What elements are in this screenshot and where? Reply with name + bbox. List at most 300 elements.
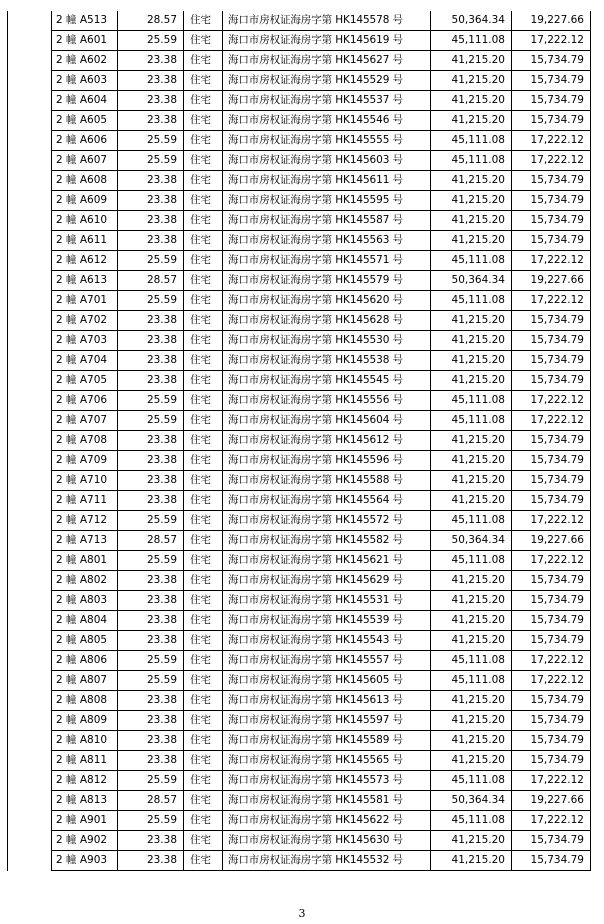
amount-cell: 45,111.08 <box>431 31 512 51</box>
amount-cell: 41,215.20 <box>431 371 512 391</box>
area-cell: 25.59 <box>118 811 184 831</box>
area-cell: 28.57 <box>118 791 184 811</box>
table-row <box>8 531 591 551</box>
table-row <box>8 131 591 151</box>
left-margin-cell <box>8 851 52 871</box>
area-cell: 23.38 <box>118 451 184 471</box>
area-cell: 23.38 <box>118 71 184 91</box>
table-row <box>8 171 591 191</box>
table-row <box>8 671 591 691</box>
unit-number-cell: 2 幢 A607 <box>52 151 118 171</box>
unit-number-cell: 2 幢 A610 <box>52 211 118 231</box>
unit-number-cell: 2 幢 A606 <box>52 131 118 151</box>
value-cell: 15,734.79 <box>512 711 591 731</box>
table-row <box>8 91 591 111</box>
certificate-number-cell: 海口市房权证海房字第 HK145573 号 <box>223 771 431 791</box>
unit-number-cell: 2 幢 A805 <box>52 631 118 651</box>
value-cell: 15,734.79 <box>512 751 591 771</box>
area-cell: 23.38 <box>118 231 184 251</box>
table-row <box>8 711 591 731</box>
value-cell: 15,734.79 <box>512 831 591 851</box>
value-cell: 19,227.66 <box>512 531 591 551</box>
table-row <box>8 631 591 651</box>
table-row <box>8 831 591 851</box>
amount-cell: 41,215.20 <box>431 751 512 771</box>
value-cell: 17,222.12 <box>512 291 591 311</box>
left-margin-cell <box>8 111 52 131</box>
usage-cell: 住宅 <box>184 451 223 471</box>
usage-cell: 住宅 <box>184 251 223 271</box>
left-margin-cell <box>8 571 52 591</box>
value-cell: 17,222.12 <box>512 771 591 791</box>
amount-cell: 41,215.20 <box>431 491 512 511</box>
table-body <box>8 11 591 871</box>
unit-number-cell: 2 幢 A602 <box>52 51 118 71</box>
left-margin-cell <box>8 391 52 411</box>
value-cell: 17,222.12 <box>512 411 591 431</box>
amount-cell: 45,111.08 <box>431 151 512 171</box>
usage-cell: 住宅 <box>184 611 223 631</box>
certificate-number-cell: 海口市房权证海房字第 HK145611 号 <box>223 171 431 191</box>
left-margin-cell <box>8 431 52 451</box>
area-cell: 25.59 <box>118 511 184 531</box>
left-margin-cell <box>8 211 52 231</box>
area-cell: 23.38 <box>118 111 184 131</box>
left-margin-cell <box>8 91 52 111</box>
table-row <box>8 791 591 811</box>
unit-number-cell: 2 幢 A703 <box>52 331 118 351</box>
area-cell: 28.57 <box>118 11 184 31</box>
value-cell: 17,222.12 <box>512 151 591 171</box>
value-cell: 17,222.12 <box>512 811 591 831</box>
certificate-number-cell: 海口市房权证海房字第 HK145563 号 <box>223 231 431 251</box>
certificate-number-cell: 海口市房权证海房字第 HK145588 号 <box>223 471 431 491</box>
left-margin-cell <box>8 311 52 331</box>
table-row <box>8 691 591 711</box>
amount-cell: 41,215.20 <box>431 351 512 371</box>
page-number: 3 <box>298 907 306 920</box>
usage-cell: 住宅 <box>184 331 223 351</box>
certificate-number-cell: 海口市房权证海房字第 HK145532 号 <box>223 851 431 871</box>
usage-cell: 住宅 <box>184 791 223 811</box>
amount-cell: 41,215.20 <box>431 831 512 851</box>
certificate-number-cell: 海口市房权证海房字第 HK145565 号 <box>223 751 431 771</box>
table-row <box>8 311 591 331</box>
table-row <box>8 431 591 451</box>
unit-number-cell: 2 幢 A812 <box>52 771 118 791</box>
amount-cell: 45,111.08 <box>431 391 512 411</box>
area-cell: 23.38 <box>118 371 184 391</box>
unit-number-cell: 2 幢 A802 <box>52 571 118 591</box>
table-row <box>8 811 591 831</box>
unit-number-cell: 2 幢 A611 <box>52 231 118 251</box>
amount-cell: 41,215.20 <box>431 111 512 131</box>
table-row <box>8 251 591 271</box>
table-row <box>8 731 591 751</box>
property-table <box>7 11 591 871</box>
unit-number-cell: 2 幢 A811 <box>52 751 118 771</box>
left-margin-cell <box>8 271 52 291</box>
value-cell: 15,734.79 <box>512 471 591 491</box>
amount-cell: 41,215.20 <box>431 51 512 71</box>
left-margin-cell <box>8 631 52 651</box>
certificate-number-cell: 海口市房权证海房字第 HK145564 号 <box>223 491 431 511</box>
certificate-number-cell: 海口市房权证海房字第 HK145578 号 <box>223 11 431 31</box>
area-cell: 28.57 <box>118 531 184 551</box>
area-cell: 25.59 <box>118 671 184 691</box>
usage-cell: 住宅 <box>184 411 223 431</box>
unit-number-cell: 2 幢 A613 <box>52 271 118 291</box>
area-cell: 25.59 <box>118 651 184 671</box>
amount-cell: 41,215.20 <box>431 691 512 711</box>
certificate-number-cell: 海口市房权证海房字第 HK145529 号 <box>223 71 431 91</box>
value-cell: 15,734.79 <box>512 491 591 511</box>
usage-cell: 住宅 <box>184 51 223 71</box>
area-cell: 23.38 <box>118 171 184 191</box>
value-cell: 17,222.12 <box>512 251 591 271</box>
unit-number-cell: 2 幢 A710 <box>52 471 118 491</box>
area-cell: 25.59 <box>118 151 184 171</box>
left-margin-cell <box>8 691 52 711</box>
usage-cell: 住宅 <box>184 111 223 131</box>
value-cell: 19,227.66 <box>512 11 591 31</box>
unit-number-cell: 2 幢 A903 <box>52 851 118 871</box>
value-cell: 15,734.79 <box>512 431 591 451</box>
value-cell: 15,734.79 <box>512 611 591 631</box>
usage-cell: 住宅 <box>184 431 223 451</box>
value-cell: 15,734.79 <box>512 591 591 611</box>
usage-cell: 住宅 <box>184 551 223 571</box>
left-margin-cell <box>8 491 52 511</box>
table-row <box>8 351 591 371</box>
usage-cell: 住宅 <box>184 271 223 291</box>
usage-cell: 住宅 <box>184 151 223 171</box>
amount-cell: 41,215.20 <box>431 571 512 591</box>
left-margin-cell <box>8 531 52 551</box>
area-cell: 25.59 <box>118 251 184 271</box>
certificate-number-cell: 海口市房权证海房字第 HK145587 号 <box>223 211 431 231</box>
value-cell: 15,734.79 <box>512 851 591 871</box>
value-cell: 15,734.79 <box>512 71 591 91</box>
table-row <box>8 451 591 471</box>
certificate-number-cell: 海口市房权证海房字第 HK145621 号 <box>223 551 431 571</box>
certificate-number-cell: 海口市房权证海房字第 HK145571 号 <box>223 251 431 271</box>
amount-cell: 45,111.08 <box>431 651 512 671</box>
amount-cell: 41,215.20 <box>431 91 512 111</box>
certificate-number-cell: 海口市房权证海房字第 HK145538 号 <box>223 351 431 371</box>
unit-number-cell: 2 幢 A609 <box>52 191 118 211</box>
certificate-number-cell: 海口市房权证海房字第 HK145546 号 <box>223 111 431 131</box>
usage-cell: 住宅 <box>184 771 223 791</box>
unit-number-cell: 2 幢 A809 <box>52 711 118 731</box>
value-cell: 19,227.66 <box>512 791 591 811</box>
unit-number-cell: 2 幢 A804 <box>52 611 118 631</box>
amount-cell: 41,215.20 <box>431 471 512 491</box>
amount-cell: 41,215.20 <box>431 211 512 231</box>
table-row <box>8 71 591 91</box>
certificate-number-cell: 海口市房权证海房字第 HK145531 号 <box>223 591 431 611</box>
value-cell: 15,734.79 <box>512 351 591 371</box>
table-row <box>8 271 591 291</box>
certificate-number-cell: 海口市房权证海房字第 HK145539 号 <box>223 611 431 631</box>
area-cell: 23.38 <box>118 471 184 491</box>
certificate-number-cell: 海口市房权证海房字第 HK145629 号 <box>223 571 431 591</box>
unit-number-cell: 2 幢 A808 <box>52 691 118 711</box>
amount-cell: 41,215.20 <box>431 611 512 631</box>
usage-cell: 住宅 <box>184 371 223 391</box>
certificate-number-cell: 海口市房权证海房字第 HK145545 号 <box>223 371 431 391</box>
table-row <box>8 391 591 411</box>
left-margin-cell <box>8 771 52 791</box>
area-cell: 25.59 <box>118 291 184 311</box>
left-margin-cell <box>8 171 52 191</box>
left-margin-cell <box>8 651 52 671</box>
left-margin-cell <box>8 191 52 211</box>
value-cell: 15,734.79 <box>512 331 591 351</box>
left-margin-cell <box>8 231 52 251</box>
area-cell: 23.38 <box>118 631 184 651</box>
left-margin-cell <box>8 811 52 831</box>
unit-number-cell: 2 幢 A813 <box>52 791 118 811</box>
amount-cell: 41,215.20 <box>431 591 512 611</box>
usage-cell: 住宅 <box>184 391 223 411</box>
usage-cell: 住宅 <box>184 531 223 551</box>
left-margin-cell <box>8 671 52 691</box>
amount-cell: 41,215.20 <box>431 851 512 871</box>
left-margin-cell <box>8 791 52 811</box>
usage-cell: 住宅 <box>184 851 223 871</box>
unit-number-cell: 2 幢 A707 <box>52 411 118 431</box>
usage-cell: 住宅 <box>184 351 223 371</box>
value-cell: 17,222.12 <box>512 671 591 691</box>
usage-cell: 住宅 <box>184 31 223 51</box>
value-cell: 17,222.12 <box>512 31 591 51</box>
table-row <box>8 191 591 211</box>
value-cell: 15,734.79 <box>512 631 591 651</box>
area-cell: 23.38 <box>118 351 184 371</box>
usage-cell: 住宅 <box>184 171 223 191</box>
value-cell: 15,734.79 <box>512 691 591 711</box>
unit-number-cell: 2 幢 A807 <box>52 671 118 691</box>
area-cell: 23.38 <box>118 191 184 211</box>
amount-cell: 41,215.20 <box>431 631 512 651</box>
amount-cell: 41,215.20 <box>431 231 512 251</box>
left-margin-cell <box>8 831 52 851</box>
unit-number-cell: 2 幢 A513 <box>52 11 118 31</box>
amount-cell: 41,215.20 <box>431 191 512 211</box>
amount-cell: 45,111.08 <box>431 511 512 531</box>
table-row <box>8 231 591 251</box>
certificate-number-cell: 海口市房权证海房字第 HK145543 号 <box>223 631 431 651</box>
area-cell: 25.59 <box>118 31 184 51</box>
usage-cell: 住宅 <box>184 311 223 331</box>
certificate-number-cell: 海口市房权证海房字第 HK145628 号 <box>223 311 431 331</box>
amount-cell: 41,215.20 <box>431 331 512 351</box>
usage-cell: 住宅 <box>184 471 223 491</box>
left-margin-cell <box>8 511 52 531</box>
value-cell: 17,222.12 <box>512 651 591 671</box>
amount-cell: 45,111.08 <box>431 251 512 271</box>
table-row <box>8 851 591 871</box>
certificate-number-cell: 海口市房权证海房字第 HK145597 号 <box>223 711 431 731</box>
unit-number-cell: 2 幢 A806 <box>52 651 118 671</box>
area-cell: 25.59 <box>118 551 184 571</box>
unit-number-cell: 2 幢 A901 <box>52 811 118 831</box>
certificate-number-cell: 海口市房权证海房字第 HK145622 号 <box>223 811 431 831</box>
left-margin-cell <box>8 31 52 51</box>
area-cell: 23.38 <box>118 591 184 611</box>
usage-cell: 住宅 <box>184 571 223 591</box>
table-row <box>8 571 591 591</box>
amount-cell: 45,111.08 <box>431 131 512 151</box>
area-cell: 23.38 <box>118 211 184 231</box>
area-cell: 25.59 <box>118 391 184 411</box>
certificate-number-cell: 海口市房权证海房字第 HK145537 号 <box>223 91 431 111</box>
table-row <box>8 31 591 51</box>
certificate-number-cell: 海口市房权证海房字第 HK145605 号 <box>223 671 431 691</box>
certificate-number-cell: 海口市房权证海房字第 HK145579 号 <box>223 271 431 291</box>
left-margin-cell <box>8 471 52 491</box>
value-cell: 15,734.79 <box>512 731 591 751</box>
left-margin-cell <box>8 131 52 151</box>
left-margin-cell <box>8 591 52 611</box>
area-cell: 23.38 <box>118 831 184 851</box>
area-cell: 23.38 <box>118 711 184 731</box>
unit-number-cell: 2 幢 A713 <box>52 531 118 551</box>
value-cell: 15,734.79 <box>512 51 591 71</box>
left-margin-cell <box>8 251 52 271</box>
unit-number-cell: 2 幢 A705 <box>52 371 118 391</box>
value-cell: 15,734.79 <box>512 211 591 231</box>
table-row <box>8 211 591 231</box>
usage-cell: 住宅 <box>184 131 223 151</box>
usage-cell: 住宅 <box>184 631 223 651</box>
amount-cell: 45,111.08 <box>431 551 512 571</box>
table-row <box>8 471 591 491</box>
usage-cell: 住宅 <box>184 211 223 231</box>
usage-cell: 住宅 <box>184 711 223 731</box>
area-cell: 23.38 <box>118 331 184 351</box>
certificate-number-cell: 海口市房权证海房字第 HK145619 号 <box>223 31 431 51</box>
usage-cell: 住宅 <box>184 751 223 771</box>
table-row <box>8 11 591 31</box>
certificate-number-cell: 海口市房权证海房字第 HK145572 号 <box>223 511 431 531</box>
amount-cell: 50,364.34 <box>431 11 512 31</box>
value-cell: 15,734.79 <box>512 171 591 191</box>
usage-cell: 住宅 <box>184 831 223 851</box>
table-row <box>8 331 591 351</box>
value-cell: 15,734.79 <box>512 111 591 131</box>
amount-cell: 41,215.20 <box>431 171 512 191</box>
left-margin-cell <box>8 371 52 391</box>
unit-number-cell: 2 幢 A701 <box>52 291 118 311</box>
value-cell: 15,734.79 <box>512 311 591 331</box>
table-row <box>8 651 591 671</box>
certificate-number-cell: 海口市房权证海房字第 HK145556 号 <box>223 391 431 411</box>
certificate-number-cell: 海口市房权证海房字第 HK145596 号 <box>223 451 431 471</box>
unit-number-cell: 2 幢 A603 <box>52 71 118 91</box>
certificate-number-cell: 海口市房权证海房字第 HK145595 号 <box>223 191 431 211</box>
area-cell: 23.38 <box>118 51 184 71</box>
certificate-number-cell: 海口市房权证海房字第 HK145530 号 <box>223 331 431 351</box>
left-margin-cell <box>8 291 52 311</box>
area-cell: 23.38 <box>118 851 184 871</box>
left-margin-cell <box>8 71 52 91</box>
unit-number-cell: 2 幢 A810 <box>52 731 118 751</box>
unit-number-cell: 2 幢 A704 <box>52 351 118 371</box>
unit-number-cell: 2 幢 A902 <box>52 831 118 851</box>
area-cell: 23.38 <box>118 571 184 591</box>
certificate-number-cell: 海口市房权证海房字第 HK145613 号 <box>223 691 431 711</box>
certificate-number-cell: 海口市房权证海房字第 HK145589 号 <box>223 731 431 751</box>
value-cell: 15,734.79 <box>512 371 591 391</box>
left-margin-cell <box>8 551 52 571</box>
certificate-number-cell: 海口市房权证海房字第 HK145555 号 <box>223 131 431 151</box>
usage-cell: 住宅 <box>184 231 223 251</box>
amount-cell: 41,215.20 <box>431 451 512 471</box>
certificate-number-cell: 海口市房权证海房字第 HK145604 号 <box>223 411 431 431</box>
left-margin-cell <box>8 151 52 171</box>
table-row <box>8 51 591 71</box>
value-cell: 15,734.79 <box>512 451 591 471</box>
usage-cell: 住宅 <box>184 591 223 611</box>
value-cell: 15,734.79 <box>512 191 591 211</box>
unit-number-cell: 2 幢 A711 <box>52 491 118 511</box>
area-cell: 25.59 <box>118 131 184 151</box>
usage-cell: 住宅 <box>184 671 223 691</box>
amount-cell: 45,111.08 <box>431 291 512 311</box>
amount-cell: 41,215.20 <box>431 731 512 751</box>
usage-cell: 住宅 <box>184 11 223 31</box>
unit-number-cell: 2 幢 A612 <box>52 251 118 271</box>
value-cell: 19,227.66 <box>512 271 591 291</box>
area-cell: 23.38 <box>118 731 184 751</box>
certificate-number-cell: 海口市房权证海房字第 HK145582 号 <box>223 531 431 551</box>
value-cell: 15,734.79 <box>512 91 591 111</box>
usage-cell: 住宅 <box>184 691 223 711</box>
left-margin-cell <box>8 751 52 771</box>
usage-cell: 住宅 <box>184 811 223 831</box>
area-cell: 23.38 <box>118 691 184 711</box>
area-cell: 23.38 <box>118 751 184 771</box>
amount-cell: 50,364.34 <box>431 271 512 291</box>
usage-cell: 住宅 <box>184 91 223 111</box>
unit-number-cell: 2 幢 A605 <box>52 111 118 131</box>
unit-number-cell: 2 幢 A708 <box>52 431 118 451</box>
table-row <box>8 291 591 311</box>
usage-cell: 住宅 <box>184 511 223 531</box>
amount-cell: 45,111.08 <box>431 671 512 691</box>
amount-cell: 50,364.34 <box>431 531 512 551</box>
amount-cell: 41,215.20 <box>431 311 512 331</box>
amount-cell: 41,215.20 <box>431 71 512 91</box>
unit-number-cell: 2 幢 A709 <box>52 451 118 471</box>
amount-cell: 45,111.08 <box>431 771 512 791</box>
usage-cell: 住宅 <box>184 731 223 751</box>
value-cell: 15,734.79 <box>512 231 591 251</box>
table-row <box>8 491 591 511</box>
left-margin-cell <box>8 611 52 631</box>
left-margin-cell <box>8 11 52 31</box>
table-row <box>8 771 591 791</box>
left-margin-cell <box>8 451 52 471</box>
unit-number-cell: 2 幢 A604 <box>52 91 118 111</box>
area-cell: 23.38 <box>118 611 184 631</box>
table-row <box>8 371 591 391</box>
table-row <box>8 591 591 611</box>
table-row <box>8 151 591 171</box>
area-cell: 25.59 <box>118 411 184 431</box>
